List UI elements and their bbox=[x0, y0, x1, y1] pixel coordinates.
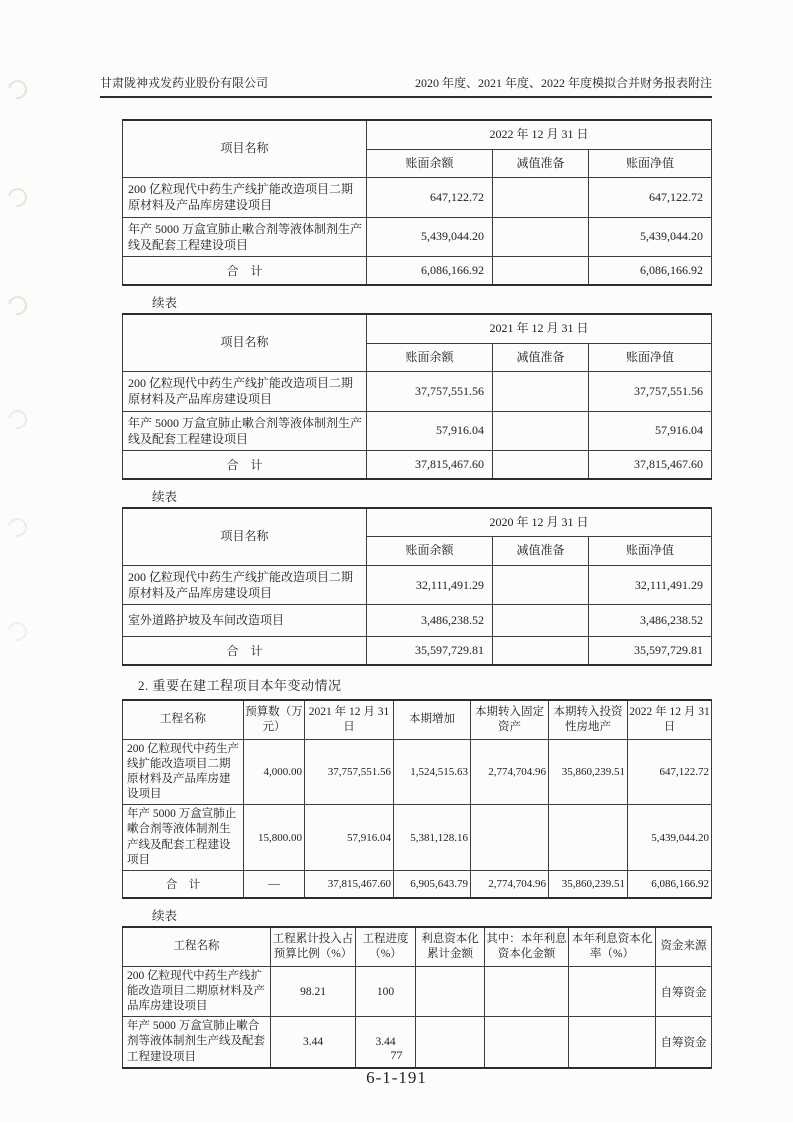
col-header-impairment: 减值准备 bbox=[493, 149, 589, 178]
net-amount-cell: 37,757,551.56 bbox=[589, 372, 712, 411]
gross-amount-cell: 3,486,238.52 bbox=[367, 605, 493, 636]
budget-cell: 4,000.00 bbox=[244, 739, 305, 805]
table-row bbox=[123, 411, 712, 450]
table-row bbox=[123, 605, 712, 636]
col-header-net: 账面净值 bbox=[589, 537, 712, 566]
col-header-gross: 账面余额 bbox=[367, 537, 493, 566]
impairment-cell bbox=[493, 450, 589, 479]
table-row bbox=[123, 372, 712, 411]
table-row bbox=[123, 805, 712, 871]
impairment-cell bbox=[493, 605, 589, 636]
additions-cell: 5,381,128.16 bbox=[394, 805, 471, 871]
gross-amount-cell: 647,122.72 bbox=[367, 178, 493, 217]
interest-this-year-cell bbox=[485, 966, 569, 1017]
col-header-project-name: 项目名称 bbox=[123, 120, 367, 178]
closing-balance-cell: 5,439,044.20 bbox=[628, 805, 712, 871]
gross-amount-cell: 37,815,467.60 bbox=[367, 450, 493, 479]
total-label-cell: 合 计 bbox=[123, 450, 367, 479]
col-header-additions: 本期增加 bbox=[394, 700, 471, 739]
col-header-project-name: 项目名称 bbox=[123, 508, 367, 566]
cwip-movement-table bbox=[122, 699, 712, 899]
col-header-interest-capitalized: 利息资本化累计金额 bbox=[416, 927, 485, 966]
invested-pct-cell: 98.21 bbox=[271, 966, 356, 1017]
col-header-closing: 2022 年 12 月 31 日 bbox=[628, 700, 712, 739]
total-row bbox=[123, 636, 712, 665]
project-name-cell: 年产 5000 万盒宣肺止嗽合剂等液体制剂生产线及配套工程建设项目 bbox=[123, 411, 367, 450]
col-header-opening: 2021 年 12 月 31 日 bbox=[305, 700, 394, 739]
net-amount-cell: 35,597,729.81 bbox=[589, 636, 712, 665]
impairment-cell bbox=[493, 372, 589, 411]
binding-hole-artifact bbox=[4, 406, 30, 432]
to-fixed-assets-cell: 2,774,704.96 bbox=[471, 870, 549, 898]
gross-amount-cell: 35,597,729.81 bbox=[367, 636, 493, 665]
net-amount-cell: 6,086,166.92 bbox=[589, 256, 712, 285]
table-header-row bbox=[123, 927, 712, 966]
col-header-impairment: 减值准备 bbox=[493, 537, 589, 566]
col-header-gross: 账面余额 bbox=[367, 149, 493, 178]
progress-pct-cell: 100 bbox=[356, 966, 416, 1017]
project-name-cell: 年产 5000 万盒宣肺止嗽合剂等液体制剂生产线及配套工程建设项目 bbox=[123, 805, 244, 871]
section-heading: 2. 重要在建工程项目本年变动情况 bbox=[138, 677, 342, 693]
closing-balance-cell: 647,122.72 bbox=[628, 739, 712, 805]
project-name-cell: 200 亿粒现代中药生产线扩能改造项目二期原材料及产品库房建设项目 bbox=[123, 178, 367, 217]
binding-hole-artifact bbox=[4, 514, 30, 540]
impairment-cell bbox=[493, 411, 589, 450]
impairment-cell bbox=[493, 217, 589, 256]
net-amount-cell: 57,916.04 bbox=[589, 411, 712, 450]
table-row bbox=[123, 739, 712, 805]
cwip-table-2021 bbox=[122, 313, 712, 480]
cwip-table-2022 bbox=[122, 119, 712, 286]
col-header-project-name: 工程名称 bbox=[123, 700, 244, 739]
col-header-impairment: 减值准备 bbox=[493, 343, 589, 372]
col-header-net: 账面净值 bbox=[589, 343, 712, 372]
funding-source-cell: 自筹资金 bbox=[656, 1017, 712, 1068]
col-header-project-name: 工程名称 bbox=[123, 927, 271, 966]
invested-pct-cell: 3.44 bbox=[271, 1017, 356, 1068]
total-row bbox=[123, 256, 712, 285]
col-header-date: 2022 年 12 月 31 日 bbox=[367, 120, 712, 149]
funding-source-cell: 自筹资金 bbox=[656, 966, 712, 1017]
project-name-cell: 200 亿粒现代中药生产线扩能改造项目二期原材料及产品库房建设项目 bbox=[123, 739, 244, 805]
table-header-row bbox=[123, 314, 712, 343]
gross-amount-cell: 57,916.04 bbox=[367, 411, 493, 450]
opening-balance-cell: 37,757,551.56 bbox=[305, 739, 394, 805]
total-label-cell: 合 计 bbox=[123, 870, 244, 898]
table-row bbox=[123, 178, 712, 217]
binding-hole-artifact bbox=[4, 184, 30, 210]
net-amount-cell: 3,486,238.52 bbox=[589, 605, 712, 636]
additions-cell: 1,524,515.63 bbox=[394, 739, 471, 805]
project-name-cell: 室外道路护坡及车间改造项目 bbox=[123, 605, 367, 636]
page-header bbox=[100, 74, 712, 98]
col-header-to-investment-property: 本期转入投资性房地产 bbox=[549, 700, 628, 739]
table-row bbox=[123, 217, 712, 256]
continued-table-label: 续表 bbox=[152, 489, 178, 504]
col-header-interest-this-year: 其中：本年利息资本化金额 bbox=[485, 927, 569, 966]
col-header-budget: 预算数（万元） bbox=[244, 700, 305, 739]
net-amount-cell: 37,815,467.60 bbox=[589, 450, 712, 479]
company-name: 甘肃陇神戎发药业股份有限公司 bbox=[100, 76, 269, 90]
total-label-cell: 合 计 bbox=[123, 256, 367, 285]
project-name-cell: 年产 5000 万盒宣肺止嗽合剂等液体制剂生产线及配套工程建设项目 bbox=[123, 1017, 271, 1068]
col-header-date: 2020 年 12 月 31 日 bbox=[367, 508, 712, 537]
table-row bbox=[123, 966, 712, 1017]
cap-rate-cell bbox=[569, 966, 656, 1017]
opening-balance-cell: 37,815,467.60 bbox=[305, 870, 394, 898]
total-label-cell: 合 计 bbox=[123, 636, 367, 665]
page-content bbox=[122, 119, 711, 1069]
project-name-cell: 年产 5000 万盒宣肺止嗽合剂等液体制剂生产线及配套工程建设项目 bbox=[123, 217, 367, 256]
to-investment-property-cell: 35,860,239.51 bbox=[549, 739, 628, 805]
impairment-cell bbox=[493, 636, 589, 665]
gross-amount-cell: 32,111,491.29 bbox=[367, 566, 493, 605]
closing-balance-cell: 6,086,166.92 bbox=[628, 870, 712, 898]
col-header-date: 2021 年 12 月 31 日 bbox=[367, 314, 712, 343]
col-header-gross: 账面余额 bbox=[367, 343, 493, 372]
net-amount-cell: 5,439,044.20 bbox=[589, 217, 712, 256]
net-amount-cell: 32,111,491.29 bbox=[589, 566, 712, 605]
net-amount-cell: 647,122.72 bbox=[589, 178, 712, 217]
total-row bbox=[123, 450, 712, 479]
continued-table-label: 续表 bbox=[152, 908, 178, 923]
project-name-cell: 200 亿粒现代中药生产线扩能改造项目二期原材料及产品库房建设项目 bbox=[123, 372, 367, 411]
interest-capitalized-cell bbox=[416, 966, 485, 1017]
table-header-row bbox=[123, 508, 712, 537]
col-header-funding-source: 资金来源 bbox=[656, 927, 712, 966]
table-row bbox=[123, 566, 712, 605]
additions-cell: 6,905,643.79 bbox=[394, 870, 471, 898]
col-header-invested-pct: 工程累计投入占预算比例（%） bbox=[271, 927, 356, 966]
binding-hole-artifact bbox=[4, 76, 30, 102]
col-header-to-fixed-assets: 本期转入固定资产 bbox=[471, 700, 549, 739]
project-name-cell: 200 亿粒现代中药生产线扩能改造项目二期原材料及产品库房建设项目 bbox=[123, 966, 271, 1017]
budget-cell: — bbox=[244, 870, 305, 898]
col-header-cap-rate: 本年利息资本化率（%） bbox=[569, 927, 656, 966]
budget-cell: 15,800.00 bbox=[244, 805, 305, 871]
total-row bbox=[123, 870, 712, 898]
to-investment-property-cell: 35,860,239.51 bbox=[549, 870, 628, 898]
to-fixed-assets-cell: 2,774,704.96 bbox=[471, 739, 549, 805]
cwip-table-2020 bbox=[122, 507, 712, 666]
gross-amount-cell: 37,757,551.56 bbox=[367, 372, 493, 411]
to-investment-property-cell bbox=[549, 805, 628, 871]
impairment-cell bbox=[493, 566, 589, 605]
impairment-cell bbox=[493, 256, 589, 285]
to-fixed-assets-cell bbox=[471, 805, 549, 871]
page-number: 77 bbox=[390, 1048, 403, 1062]
document-code: 6-1-191 bbox=[366, 1068, 427, 1087]
table-header-row bbox=[123, 700, 712, 739]
binding-hole-artifact bbox=[4, 618, 30, 644]
table-header-row bbox=[123, 120, 712, 149]
col-header-project-name: 项目名称 bbox=[123, 314, 367, 372]
gross-amount-cell: 5,439,044.20 bbox=[367, 217, 493, 256]
continued-table-label: 续表 bbox=[152, 295, 178, 310]
col-header-progress-pct: 工程进度（%） bbox=[356, 927, 416, 966]
binding-hole-artifact bbox=[4, 292, 30, 318]
report-title: 2020 年度、2021 年度、2022 年度模拟合并财务报表附注 bbox=[414, 76, 712, 90]
progress-pct-cell: 3.44 bbox=[356, 1017, 416, 1068]
project-name-cell: 200 亿粒现代中药生产线扩能改造项目二期原材料及产品库房建设项目 bbox=[123, 566, 367, 605]
impairment-cell bbox=[493, 178, 589, 217]
opening-balance-cell: 57,916.04 bbox=[305, 805, 394, 871]
gross-amount-cell: 6,086,166.92 bbox=[367, 256, 493, 285]
col-header-net: 账面净值 bbox=[589, 149, 712, 178]
